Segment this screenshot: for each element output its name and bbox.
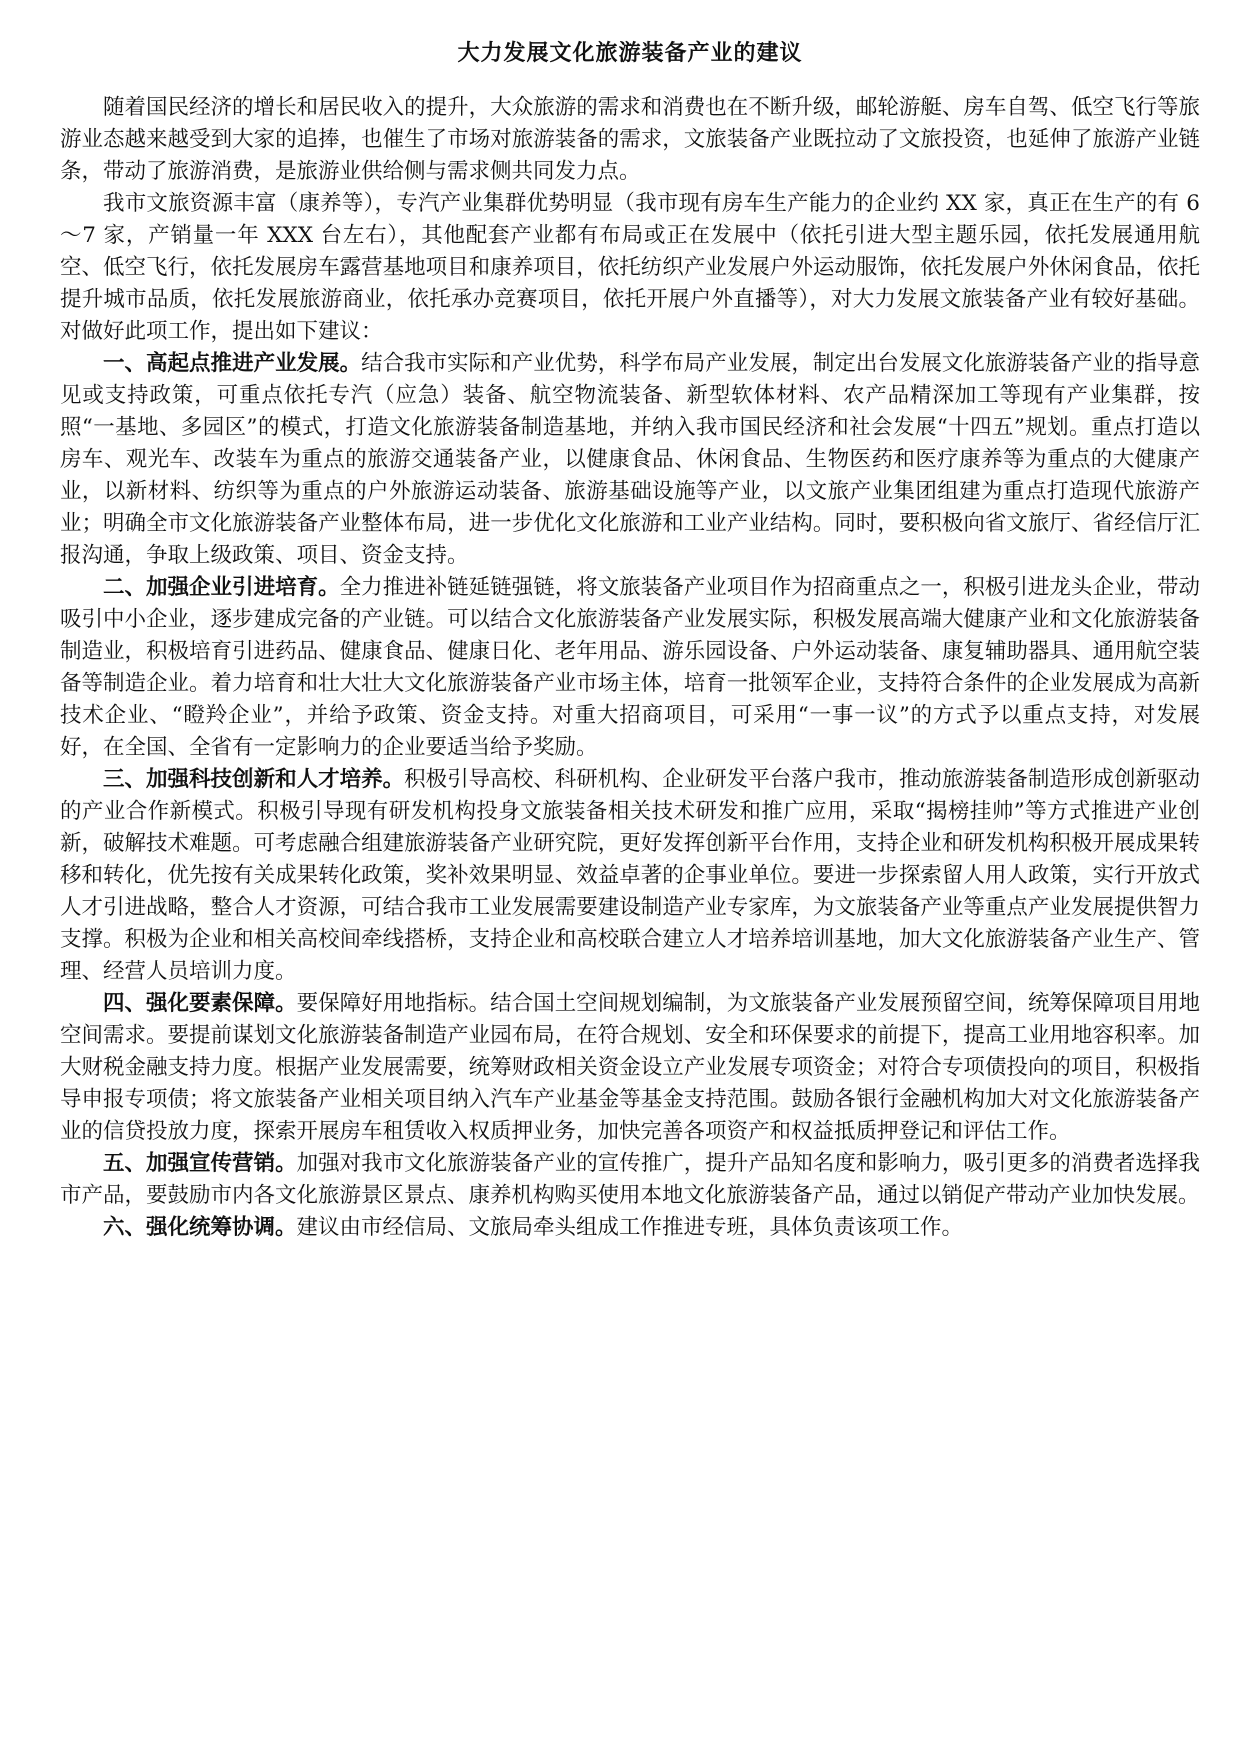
suggestion-heading: 一、高起点推进产业发展。 bbox=[103, 351, 362, 376]
paragraph-intro-2 bbox=[60, 188, 1200, 348]
suggestion-heading: 四、强化要素保障。 bbox=[103, 991, 297, 1016]
paragraph-suggestion-2 bbox=[60, 572, 1200, 764]
paragraph-text: 建议由市经信局、文旅局牵头组成工作推进专班，具体负责该项工作。 bbox=[296, 1215, 964, 1240]
document-body bbox=[60, 92, 1200, 1244]
paragraph-suggestion-1 bbox=[60, 348, 1200, 572]
paragraph-text: 加强对我市文化旅游装备产业的宣传推广，提升产品知名度和影响力，吸引更多的消费者选择我市产品，要鼓励市内各文化旅游景区景点、康养机构购买使用本地文化旅游装备产品，通过以销促产带动产业加快发展。 bbox=[60, 1151, 1200, 1208]
document-title: 大力发展文化旅游装备产业的建议 bbox=[457, 41, 803, 66]
paragraph-text: 结合我市实际和产业优势，科学布局产业发展，制定出台发展文化旅游装备产业的指导意见或支持政策，可重点依托专汽（应急）装备、航空物流装备、新型软体材料、农产品精深加工等现有产业集群，按照“一基地、多园区”的模式，打造文化旅游装备制造基地，并纳入我市国民经济和社会发展“十四五”规划。重点打造以房车、观光车、改装车为重点的旅游交通装备产业，以健康食品、休闲食品、生物医药和医疗康养等为重点的大健康产业，以新材料、纺织等为重点的户外旅游运动装备、旅游基础设施等产业，以文旅产业集团组建为重点打造现代旅游产业；明确全市文化旅游装备产业整体布局，进一步优化文化旅游和工业产业结构。同时，要积极向省文旅厅、省经信厅汇报沟通，争取上级政策、项目、资金支持。 bbox=[60, 351, 1200, 568]
paragraph-text: 全力推进补链延链强链，将文旅装备产业项目作为招商重点之一，积极引进龙头企业，带动吸引中小企业，逐步建成完备的产业链。可以结合文化旅游装备产业发展实际，积极发展高端大健康产业和文化旅游装备制造业，积极培育引进药品、健康食品、健康日化、老年用品、游乐园设备、户外运动装备、康复辅助器具、通用航空装备等制造企业。着力培育和壮大壮大文化旅游装备产业市场主体，培育一批领军企业，支持符合条件的企业发展成为高新技术企业、“瞪羚企业”，并给予政策、资金支持。对重大招商项目，可采用“一事一议”的方式予以重点支持，对发展好，在全国、全省有一定影响力的企业要适当给予奖励。 bbox=[60, 575, 1200, 760]
paragraph-text: 随着国民经济的增长和居民收入的提升，大众旅游的需求和消费也在不断升级，邮轮游艇、房车自驾、低空飞行等旅游业态越来越受到大家的追捧，也催生了市场对旅游装备的需求，文旅装备产业既拉动了文旅投资，也延伸了旅游产业链条，带动了旅游消费，是旅游业供给侧与需求侧共同发力点。 bbox=[60, 95, 1200, 184]
suggestion-heading: 六、强化统筹协调。 bbox=[103, 1215, 297, 1240]
paragraph-suggestion-4 bbox=[60, 988, 1200, 1148]
paragraph-text: 积极引导高校、科研机构、企业研发平台落户我市，推动旅游装备制造形成创新驱动的产业合作新模式。积极引导现有研发机构投身文旅装备相关技术研发和推广应用，采取“揭榜挂帅”等方式推进产业创新，破解技术难题。可考虑融合组建旅游装备产业研究院，更好发挥创新平台作用，支持企业和研发机构积极开展成果转移和转化，优先按有关成果转化政策，奖补效果明显、效益卓著的企事业单位。要进一步探索留人用人政策，实行开放式人才引进战略，整合人才资源，可结合我市工业发展需要建设制造产业专家库，为文旅装备产业等重点产业发展提供智力支撑。积极为企业和相关高校间牵线搭桥，支持企业和高校联合建立人才培养培训基地，加大文化旅游装备产业生产、管理、经营人员培训力度。 bbox=[60, 767, 1200, 984]
suggestion-heading: 二、加强企业引进培育。 bbox=[103, 575, 340, 600]
suggestion-heading: 五、加强宣传营销。 bbox=[103, 1151, 297, 1176]
suggestion-heading: 三、加强科技创新和人才培养。 bbox=[103, 767, 405, 792]
paragraph-suggestion-6 bbox=[60, 1212, 1200, 1244]
paragraph-suggestion-3 bbox=[60, 764, 1200, 988]
paragraph-text: 我市文旅资源丰富（康养等），专汽产业集群优势明显（我市现有房车生产能力的企业约 XX 家，真正在生产的有 6～7 家，产销量一年 XXX 台左右），其他配套产业都有布局或正在发展中（依托引进大型主题乐园，依托发展通用航空、低空飞行，依托发展房车露营基地项目和康养项目，依托纺织产业发展户外运动服饰，依托发展户外休闲食品，依托提升城市品质，依托发展旅游商业，依托承办竞赛项目，依托开展户外直播等），对大力发展文旅装备产业有较好基础。对做好此项工作，提出如下建议： bbox=[60, 191, 1200, 344]
paragraph-text: 要保障好用地指标。结合国土空间规划编制，为文旅装备产业发展预留空间，统筹保障项目用地空间需求。要提前谋划文化旅游装备制造产业园布局，在符合规划、安全和环保要求的前提下，提高工业用地容积率。加大财税金融支持力度。根据产业发展需要，统筹财政相关资金设立产业发展专项资金；对符合专项债投向的项目，积极指导申报专项债；将文旅装备产业相关项目纳入汽车产业基金等基金支持范围。鼓励各银行金融机构加大对文化旅游装备产业的信贷投放力度，探索开展房车租赁收入权质押业务，加快完善各项资产和权益抵质押登记和评估工作。 bbox=[60, 991, 1200, 1144]
paragraph-intro-1 bbox=[60, 92, 1200, 188]
paragraph-suggestion-5 bbox=[60, 1148, 1200, 1212]
